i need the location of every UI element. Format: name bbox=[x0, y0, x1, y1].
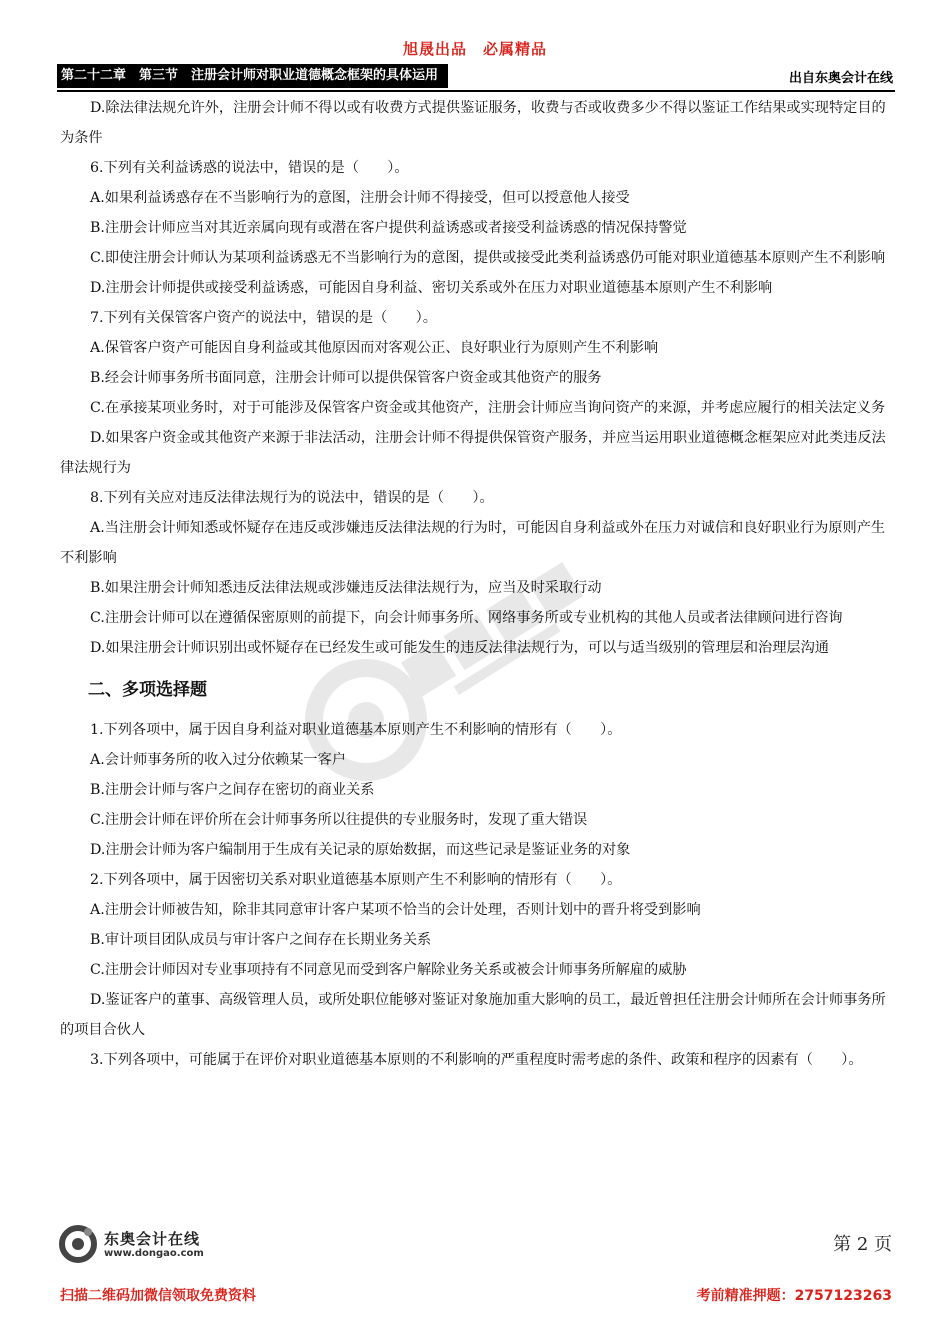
option-d: D.注册会计师提供或接受利益诱惑，可能因自身利益、密切关系或外在压力对职业道德基本原则产生不利影响 bbox=[90, 280, 773, 296]
option-d: D.如果客户资金或其他资产来源于非法活动，注册会计师不得提供保管资产服务，并应当运用职业道德概念框架应对此类违反法律法规行为 bbox=[60, 430, 886, 476]
option-a: A.会计师事务所的收入过分依赖某一客户 bbox=[90, 752, 346, 768]
footer-promo-right: 考前精准押题：2757123263 bbox=[696, 1288, 892, 1304]
page-header bbox=[57, 64, 895, 92]
dongao-logo-icon bbox=[58, 1224, 98, 1264]
option-d: D.注册会计师为客户编制用于生成有关记录的原始数据，而这些记录是鉴证业务的对象 bbox=[90, 842, 631, 858]
option-a: A.注册会计师被告知，除非其同意审计客户某项不恰当的会计处理，否则计划中的晋升将受到影响 bbox=[90, 902, 701, 918]
option-d: D.如果注册会计师识别出或怀疑存在已经发生或可能发生的违反法律法规行为，可以与适当级别的管理层和治理层沟通 bbox=[90, 640, 829, 656]
question-2: 2.下列各项中，属于因密切关系对职业道德基本原则产生不利影响的情形有（ ）。 bbox=[90, 872, 622, 888]
document-body bbox=[60, 93, 893, 1075]
option-b: B.审计项目团队成员与审计客户之间存在长期业务关系 bbox=[90, 932, 432, 948]
section-title: 二、多项选择题 bbox=[88, 680, 207, 700]
option-c: C.即使注册会计师认为某项利益诱惑无不当影响行为的意图，提供或接受此类利益诱惑仍可能对职业道德基本原则产生不利影响 bbox=[90, 250, 886, 266]
question-7: 7.下列有关保管客户资产的说法中，错误的是（ ）。 bbox=[90, 310, 437, 326]
question-3: 3.下列各项中，可能属于在评价对职业道德基本原则的不利影响的严重程度时需考虑的条件、政策和程序的因素有（ ）。 bbox=[90, 1052, 863, 1068]
question-8: 8.下列有关应对违反法律法规行为的说法中，错误的是（ ）。 bbox=[90, 490, 494, 506]
option-c: C.注册会计师可以在遵循保密原则的前提下，向会计师事务所、网络事务所或专业机构的其他人员或者法律顾问进行咨询 bbox=[90, 610, 843, 626]
question-1: 1.下列各项中，属于因自身利益对职业道德基本原则产生不利影响的情形有（ ）。 bbox=[90, 722, 622, 738]
footer-promo-left: 扫描二维码加微信领取免费资料 bbox=[60, 1288, 256, 1304]
chapter-title: 第二十二章 第三节 注册会计师对职业道德概念框架的具体运用 bbox=[57, 64, 448, 88]
option-a: A.保管客户资产可能因自身利益或其他原因而对客观公正、良好职业行为原则产生不利影响 bbox=[90, 340, 659, 356]
option-a: A.如果利益诱惑存在不当影响行为的意图，注册会计师不得接受，但可以授意他人接受 bbox=[90, 190, 630, 206]
footer-logo bbox=[58, 1224, 258, 1266]
option-b: B.注册会计师与客户之间存在密切的商业关系 bbox=[90, 782, 375, 798]
top-banner: 旭晟出品 必属精品 bbox=[402, 40, 547, 58]
option-c: C.注册会计师因对专业事项持有不同意见而受到客户解除业务关系或被会计师事务所解雇的威胁 bbox=[90, 962, 687, 978]
option-b: B.注册会计师应当对其近亲属向现有或潜在客户提供利益诱惑或者接受利益诱惑的情况保持警觉 bbox=[90, 220, 687, 236]
question-6: 6.下列有关利益诱惑的说法中，错误的是（ ）。 bbox=[90, 160, 409, 176]
option-c: C.在承接某项业务时，对于可能涉及保管客户资金或其他资产，注册会计师应当询问资产的来源，并考虑应履行的相关法定义务 bbox=[90, 400, 886, 416]
paragraph: D.除法律法规允许外，注册会计师不得以或有收费方式提供鉴证服务，收费与否或收费多少不得以鉴证工作结果或实现特定目的为条件 bbox=[60, 100, 886, 146]
page-number: 第 2 页 bbox=[833, 1234, 892, 1255]
option-b: B.如果注册会计师知悉违反法律法规或涉嫌违反法律法规行为，应当及时采取行动 bbox=[90, 580, 602, 596]
option-c: C.注册会计师在评价所在会计师事务所以往提供的专业服务时，发现了重大错误 bbox=[90, 812, 588, 828]
source-label: 出自东奥会计在线 bbox=[788, 71, 893, 86]
option-b: B.经会计师事务所书面同意，注册会计师可以提供保管客户资金或其他资产的服务 bbox=[90, 370, 602, 386]
option-a: A.当注册会计师知悉或怀疑存在违反或涉嫌违反法律法规的行为时，可能因自身利益或外在压力对诚信和良好职业行为原则产生不利影响 bbox=[60, 520, 886, 566]
logo-brand: 东奥会计在线 bbox=[104, 1230, 201, 1248]
logo-url: www.dongao.com bbox=[104, 1248, 204, 1259]
option-d: D.鉴证客户的董事、高级管理人员，或所处职位能够对鉴证对象施加重大影响的员工，最近曾担任注册会计师所在会计师事务所的项目合伙人 bbox=[60, 992, 886, 1038]
